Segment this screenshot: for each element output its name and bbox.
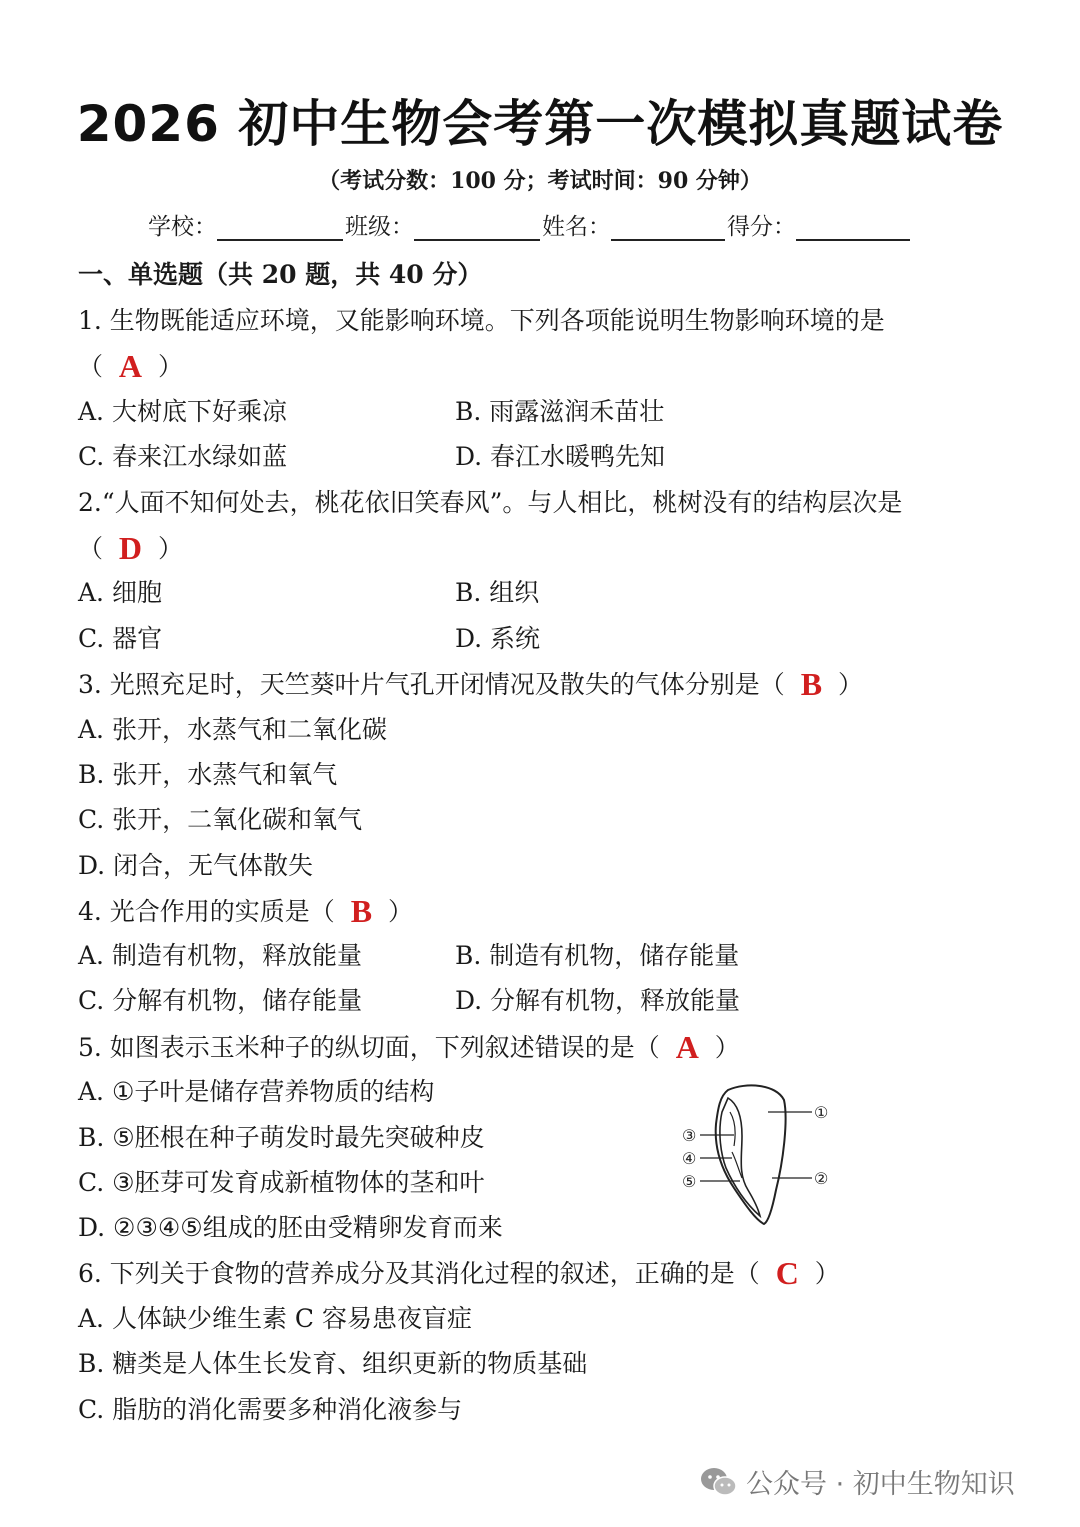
question-5-stem: 5. 如图表示玉米种子的纵切面，下列叙述错误的是（ A ） bbox=[78, 1029, 740, 1065]
option: A. ①子叶是储存营养物质的结构 bbox=[78, 1077, 435, 1106]
question-1-answer-line: （ A ） bbox=[78, 348, 183, 384]
embryo-detail bbox=[730, 1112, 742, 1178]
school-label: 学校： bbox=[148, 214, 217, 240]
answer-mark: D bbox=[118, 530, 143, 566]
option: C. 张开，二氧化碳和氧气 bbox=[78, 805, 363, 834]
watermark-text: 公众号 · 初中生物知识 bbox=[746, 1469, 1015, 1500]
answer-mark: B bbox=[800, 666, 823, 702]
answer-mark: A bbox=[118, 348, 143, 384]
answer-mark: C bbox=[775, 1255, 799, 1291]
option: B. ⑤胚根在种子萌发时最先突破种皮 bbox=[78, 1123, 485, 1152]
section-heading: 一、单选题（共 20 题，共 40 分） bbox=[78, 260, 483, 289]
option: C. ③胚芽可发育成新植物体的茎和叶 bbox=[78, 1168, 485, 1197]
option: C. 脂肪的消化需要多种消化液参与 bbox=[78, 1395, 463, 1424]
label-2: ② bbox=[814, 1169, 829, 1188]
option: D. 分解有机物，释放能量 bbox=[455, 986, 741, 1015]
option: B. 张开，水蒸气和氧气 bbox=[78, 760, 338, 789]
option: B. 雨露滋润禾苗壮 bbox=[455, 397, 665, 426]
score-blank[interactable] bbox=[796, 215, 910, 241]
question-1-stem: 1. 生物既能适应环境，又能影响环境。下列各项能说明生物影响环境的是 bbox=[78, 306, 885, 335]
exam-title: 2026 初中生物会考第一次模拟真题试卷 bbox=[76, 95, 1004, 153]
option: D. ②③④⑤组成的胚由受精卵发育而来 bbox=[78, 1213, 503, 1242]
class-blank[interactable] bbox=[414, 215, 540, 241]
question-3-stem: 3. 光照充足时，天竺葵叶片气孔开闭情况及散失的气体分别是（ B ） bbox=[78, 666, 863, 702]
option: B. 制造有机物，储存能量 bbox=[455, 941, 740, 970]
option: D. 春江水暖鸭先知 bbox=[455, 442, 666, 471]
corn-seed-diagram bbox=[676, 1078, 836, 1228]
score-label: 得分： bbox=[727, 214, 796, 240]
option: A. 张开，水蒸气和二氧化碳 bbox=[78, 715, 387, 744]
question-2-stem: 2.“人面不知何处去，桃花依旧笑春风”。与人相比，桃树没有的结构层次是 bbox=[78, 488, 903, 517]
label-5: ⑤ bbox=[682, 1172, 697, 1191]
label-3: ③ bbox=[682, 1126, 697, 1145]
school-blank[interactable] bbox=[217, 215, 343, 241]
option: C. 春来江水绿如蓝 bbox=[78, 442, 288, 471]
watermark bbox=[700, 1462, 1015, 1501]
option: A. 大树底下好乘凉 bbox=[78, 397, 287, 426]
question-4-stem: 4. 光合作用的实质是（ B ） bbox=[78, 893, 413, 929]
label-4: ④ bbox=[682, 1149, 697, 1168]
name-blank[interactable] bbox=[611, 215, 725, 241]
student-info-row bbox=[148, 208, 912, 241]
answer-mark: A bbox=[675, 1029, 699, 1065]
wechat-icon bbox=[700, 1466, 738, 1498]
option: B. 组织 bbox=[455, 578, 540, 607]
option: A. 制造有机物，释放能量 bbox=[78, 941, 362, 970]
option: C. 器官 bbox=[78, 624, 163, 653]
label-1: ① bbox=[814, 1103, 829, 1122]
option: C. 分解有机物，储存能量 bbox=[78, 986, 363, 1015]
seed-outline bbox=[716, 1085, 786, 1224]
exam-subtitle: （考试分数：100 分；考试时间：90 分钟） bbox=[318, 168, 762, 194]
option: A. 细胞 bbox=[78, 578, 162, 607]
answer-mark: B bbox=[350, 893, 373, 929]
name-label: 姓名： bbox=[542, 214, 611, 240]
class-label: 班级： bbox=[345, 214, 414, 240]
option: D. 闭合，无气体散失 bbox=[78, 851, 314, 880]
option: B. 糖类是人体生长发育、组织更新的物质基础 bbox=[78, 1349, 588, 1378]
option: A. 人体缺少维生素 C 容易患夜盲症 bbox=[78, 1304, 472, 1333]
question-2-answer-line: （ D ） bbox=[78, 530, 183, 566]
option: D. 系统 bbox=[455, 624, 541, 653]
question-6-stem: 6. 下列关于食物的营养成分及其消化过程的叙述，正确的是（ C ） bbox=[78, 1255, 840, 1291]
